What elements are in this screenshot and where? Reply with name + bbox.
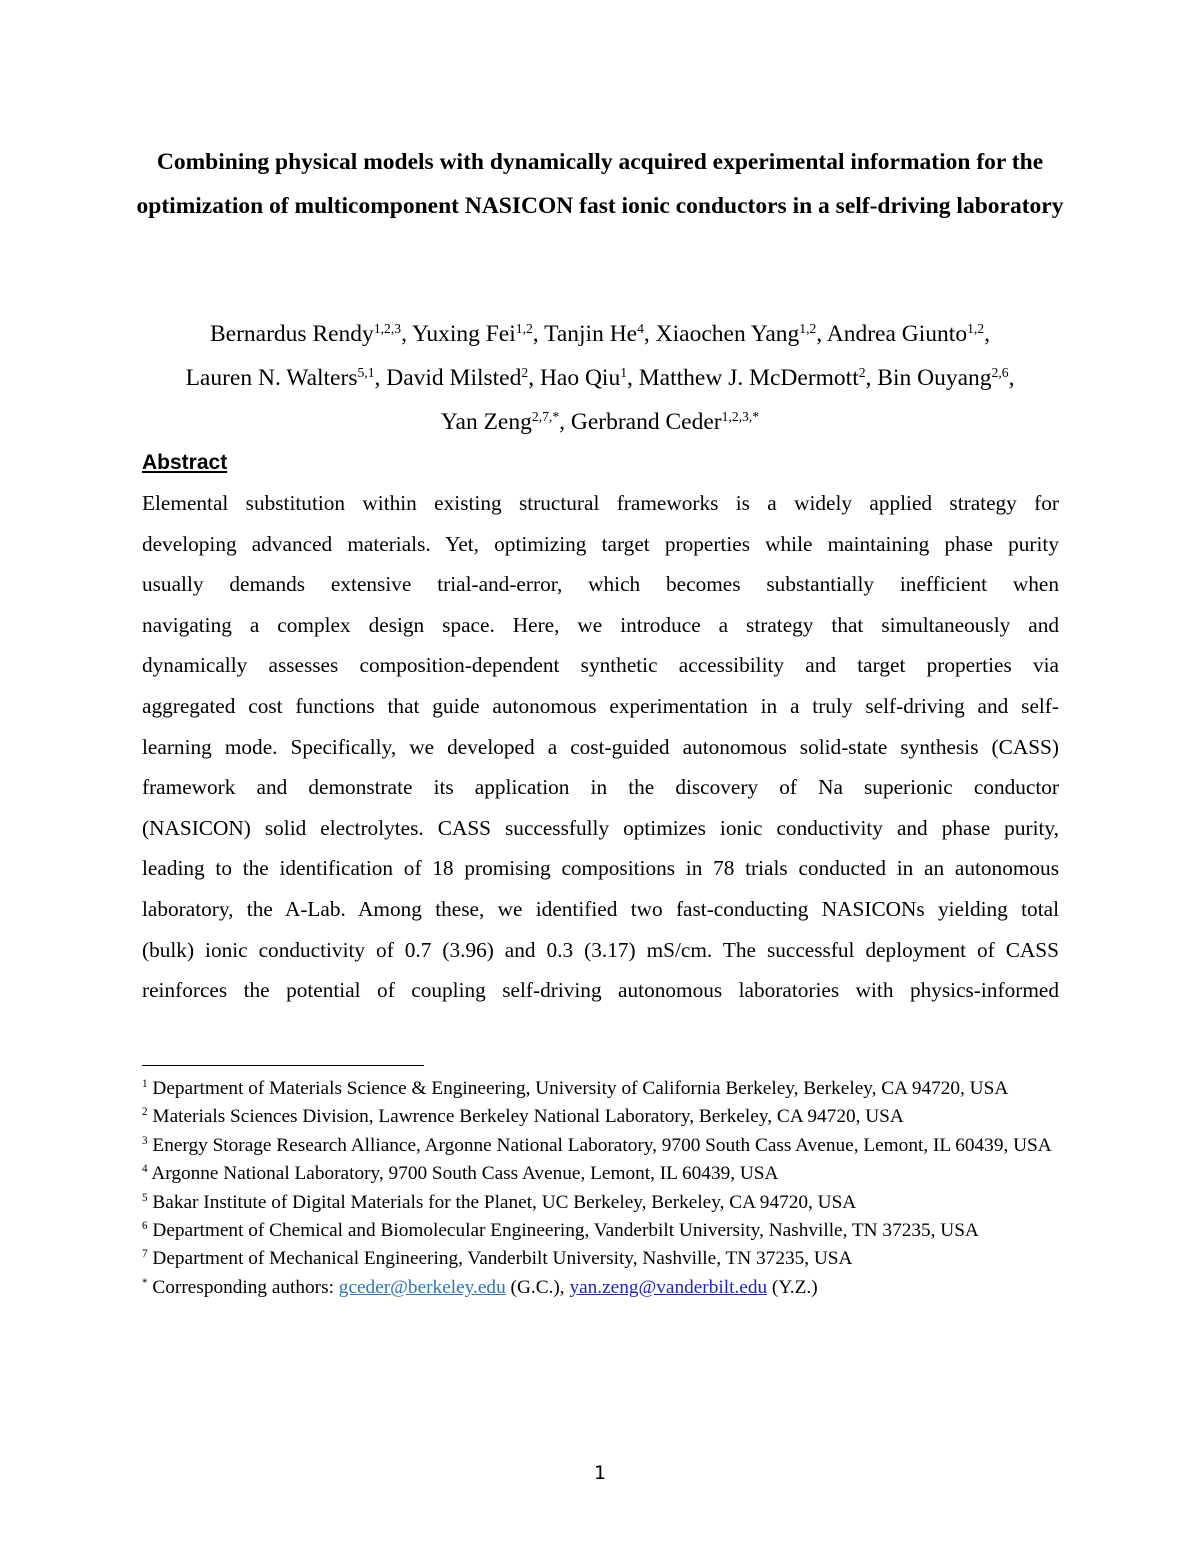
footnotes	[142, 1077, 1072, 1304]
footnote-mark: 6	[142, 1220, 148, 1233]
abstract-heading: Abstract	[142, 451, 228, 474]
abstract-line: learning mode. Specifically, we developed a cost-guided autonomous solid-state synthesis (CASS)	[142, 734, 1059, 759]
footnote-mark: 1	[142, 1078, 148, 1091]
author-name: Lauren N. Walters	[185, 365, 358, 391]
author-affiliation: 5,1	[357, 364, 375, 380]
footnote-mark: 3	[142, 1134, 148, 1147]
author-name: Andrea Giunto	[826, 321, 968, 347]
author-separator: ,	[1008, 365, 1015, 391]
footnote-mark: 4	[142, 1163, 148, 1176]
footnote-affiliation-5	[142, 1191, 1072, 1216]
author-affiliation: 1,2,3	[373, 320, 402, 336]
footnote-mark: 7	[142, 1248, 148, 1261]
author-list	[120, 312, 1080, 444]
author-separator: ,	[559, 409, 571, 435]
author-affiliation: 4	[637, 320, 644, 336]
abstract-line: laboratory, the A-Lab. Among these, we identified two fast-conducting NASICONs yielding total	[142, 896, 1059, 921]
abstract-line: reinforces the potential of coupling self-driving autonomous laboratories with physics-informed	[142, 978, 1059, 1003]
abstract-line: (bulk) ionic conductivity of 0.7 (3.96) and 0.3 (3.17) mS/cm. The successful deployment of CASS	[142, 937, 1059, 962]
footnote-affiliation-2	[142, 1105, 1072, 1130]
footnote-mark: 2	[142, 1106, 148, 1119]
author-separator: ,	[984, 321, 990, 347]
author-name: Gerbrand Ceder	[570, 409, 722, 435]
author-affiliation: 2,6	[991, 364, 1009, 380]
author-affiliation: 1,2	[799, 320, 817, 336]
footnote-corresponding	[142, 1276, 1072, 1301]
footnote-text: Department of Mechanical Engineering, Vanderbilt University, Nashville, TN 37235, USA	[152, 1248, 853, 1270]
footnote-affiliation-4	[142, 1162, 1072, 1187]
footnote-text: Bakar Institute of Digital Materials for the Planet, UC Berkeley, Berkeley, CA 94720, USA	[152, 1191, 857, 1213]
author-separator: ,	[816, 321, 827, 347]
author-name: Yan Zeng	[440, 409, 532, 435]
author-separator: ,	[532, 321, 545, 347]
corresponding-prefix: Corresponding authors:	[152, 1276, 339, 1298]
paper-title: Combining physical models with dynamically acquired experimental information for the optimization of multicomponent NASICON fast ionic conductors in a self-driving laboratory	[136, 149, 1064, 219]
author-name: Bin Ouyang	[877, 365, 992, 391]
footnote-affiliation-3	[142, 1134, 1072, 1159]
footnote-text: Department of Chemical and Biomolecular Engineering, Vanderbilt University, Nashville, TN 37235, USA	[152, 1219, 979, 1241]
abstract-body	[142, 483, 1059, 1011]
author-name: Hao Qiu	[539, 365, 621, 391]
author-affiliation: 2,7,*	[531, 408, 560, 424]
abstract-line: (NASICON) solid electrolytes. CASS successfully optimizes ionic conductivity and phase purity,	[142, 815, 1059, 840]
author-line-3	[120, 400, 1080, 444]
corresponding-tag: (G.C.),	[505, 1276, 570, 1298]
footnote-text: Materials Sciences Division, Lawrence Berkeley National Laboratory, Berkeley, CA 94720, USA	[152, 1106, 904, 1128]
footnote-affiliation-6	[142, 1219, 1072, 1244]
abstract-line: aggregated cost functions that guide autonomous experimentation in a truly self-driving and self-	[142, 693, 1059, 718]
footnote-affiliation-1	[142, 1077, 1072, 1102]
author-line-2	[120, 356, 1080, 400]
author-separator: ,	[401, 321, 412, 347]
author-separator: ,	[865, 365, 878, 391]
corresponding-tag: (Y.Z.)	[767, 1276, 818, 1298]
author-separator: ,	[643, 321, 656, 347]
abstract-line: leading to the identification of 18 promising compositions in 78 trials conducted in an autonomous	[142, 856, 1059, 881]
author-affiliation: 1,2	[515, 320, 533, 336]
author-separator: ,	[627, 365, 639, 391]
page-number: 1	[593, 1462, 607, 1484]
author-affiliation: 1,2	[967, 320, 985, 336]
abstract-line: framework and demonstrate its application in the discovery of Na superionic conductor	[142, 775, 1059, 800]
footnote-mark: 5	[142, 1191, 148, 1204]
abstract-line: Elemental substitution within existing structural frameworks is a widely applied strategy for	[142, 491, 1059, 515]
abstract-line: navigating a complex design space. Here, we introduce a strategy that simultaneously and	[142, 612, 1059, 637]
author-separator: ,	[528, 365, 540, 391]
author-affiliation: 2	[521, 364, 529, 380]
abstract-line: usually demands extensive trial-and-error, which becomes substantially inefficient when	[142, 572, 1059, 597]
author-affiliation: 1	[620, 364, 628, 380]
footnote-divider	[142, 1065, 424, 1066]
footnote-mark: *	[142, 1276, 148, 1289]
author-separator: ,	[374, 365, 387, 391]
footnote-text: Department of Materials Science & Engineering, University of California Berkeley, Berkeley, CA 94720, USA	[152, 1078, 1009, 1099]
author-name: Matthew J. McDermott	[638, 365, 859, 391]
author-name: Xiaochen Yang	[655, 321, 800, 347]
author-affiliation: 2	[858, 364, 866, 380]
footnote-text: Energy Storage Research Alliance, Argonne National Laboratory, 9700 South Cass Avenue, Lemont, IL 60439, USA	[152, 1134, 1052, 1156]
footnote-affiliation-7	[142, 1247, 1072, 1272]
author-name: Bernardus Rendy	[210, 321, 374, 347]
footnote-text: Argonne National Laboratory, 9700 South Cass Avenue, Lemont, IL 60439, USA	[151, 1163, 779, 1185]
abstract-line: developing advanced materials. Yet, optimizing target properties while maintaining phase purity	[142, 531, 1059, 556]
author-line-1	[120, 312, 1080, 356]
email-link-ceder[interactable]: gceder@berkeley.edu	[338, 1276, 506, 1298]
abstract-line: dynamically assesses composition-dependent synthetic accessibility and target properties via	[142, 653, 1059, 678]
author-name: David Milsted	[386, 365, 522, 391]
author-name: Tanjin He	[544, 321, 638, 347]
author-affiliation: 1,2,3,*	[721, 408, 760, 424]
author-name: Yuxing Fei	[411, 321, 516, 347]
email-link-zeng[interactable]: yan.zeng@vanderbilt.edu	[569, 1276, 768, 1298]
